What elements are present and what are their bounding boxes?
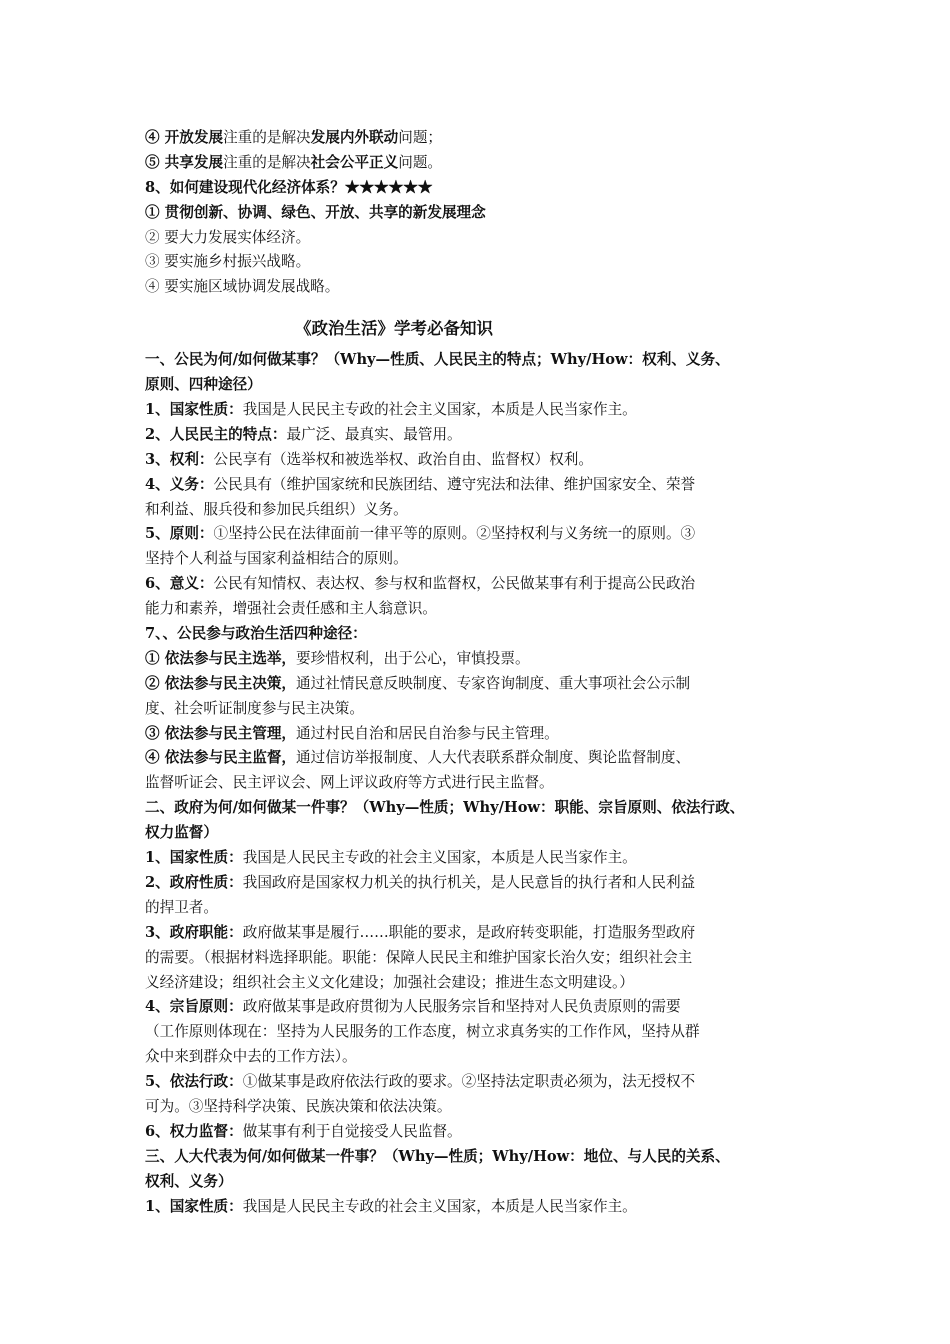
text-line xyxy=(145,1120,810,1145)
list-item: ③ 要实施乡村振兴战略。 xyxy=(145,253,311,271)
body-text: 注重的是解决 xyxy=(223,129,311,146)
key-term: 6、意义： xyxy=(145,575,214,593)
text-line xyxy=(145,448,810,473)
key-term: ④ 依法参与民主监督， xyxy=(145,749,297,767)
body-text: 最广泛、最真实、最管用。 xyxy=(286,425,462,443)
text-line xyxy=(145,473,810,498)
body-text: 我国是人民民主专政的社会主义国家，本质是人民当家作主。 xyxy=(242,849,637,867)
body-text: 注重的是解决 xyxy=(223,153,311,171)
body-text: ①做某事是政府依法行政的要求。②坚持法定职责必须为，法无授权不 xyxy=(242,1073,696,1091)
document-page xyxy=(145,126,810,1219)
key-term: 3、权利： xyxy=(145,450,214,468)
section-heading: 权力监督） xyxy=(145,824,218,842)
body-text: 通过社情民意反映制度、专家咨询制度、重大事项社会公示制 xyxy=(296,674,691,692)
key-term: 2、人民民主的特点： xyxy=(145,425,287,443)
list-item: ② 要大力发展实体经济。 xyxy=(145,228,311,246)
section-heading: 二、政府为何/如何做某一件事？（Why—性质；Why/How：职能、宗旨原则、依法行政、 xyxy=(145,799,745,817)
body-text: 政府做某事是政府贯彻为人民服务宗旨和坚持对人民负责原则的需要 xyxy=(242,998,681,1016)
body-text: 政府做某事是履行……职能的要求，是政府转变职能，打造服务型政府 xyxy=(242,923,696,941)
text-line xyxy=(145,572,810,597)
key-term: 4、义务： xyxy=(145,475,214,493)
key-term: 1、国家性质： xyxy=(145,849,243,867)
key-term: 6、权力监督： xyxy=(145,1122,243,1140)
text-line: 可为。③坚持科学决策、民族决策和依法决策。 xyxy=(145,1097,452,1115)
key-term: 1、国家性质： xyxy=(145,401,243,419)
body-text: 做某事有利于自觉接受人民监督。 xyxy=(242,1122,462,1140)
section-heading: 三、人大代表为何/如何做某一件事？（Why—性质；Why/How：地位、与人民的关系、 xyxy=(145,1147,730,1165)
key-term: 1、国家性质： xyxy=(145,1197,243,1215)
text-line: 度、社会听证制度参与民主决策。 xyxy=(145,699,364,717)
key-term: 5、原则： xyxy=(145,525,214,543)
body-text: 我国是人民民主专政的社会主义国家，本质是人民当家作主。 xyxy=(242,1197,637,1215)
text-line xyxy=(145,746,810,771)
list-item: ④ 要实施区域协调发展战略。 xyxy=(145,278,340,296)
text-line xyxy=(145,1195,810,1220)
key-term: 发展内外联动 xyxy=(310,129,399,146)
text-line: 和利益、服兵役和参加民兵组织）义务。 xyxy=(145,500,408,518)
key-term: ④ 开放发展 xyxy=(145,129,224,146)
text-line xyxy=(145,522,810,547)
body-text: 要珍惜权利，出于公心，审慎投票。 xyxy=(296,649,530,667)
text-line xyxy=(145,398,810,423)
key-term: 4、宗旨原则： xyxy=(145,998,243,1016)
text-line: 坚持个人利益与国家利益相结合的原则。 xyxy=(145,550,408,568)
text-line xyxy=(145,722,810,747)
body-text: 公民有知情权、表达权、参与权和监督权，公民做某事有利于提高公民政治 xyxy=(213,575,696,593)
text-line xyxy=(145,921,810,946)
body-text: 我国是人民民主专政的社会主义国家，本质是人民当家作主。 xyxy=(242,401,637,419)
text-line: 众中来到群众中去的工作方法）。 xyxy=(145,1048,357,1066)
key-term: ③ 依法参与民主管理， xyxy=(145,724,297,742)
text-line xyxy=(145,1070,810,1095)
key-term: ② 依法参与民主决策， xyxy=(145,674,297,692)
text-line xyxy=(145,647,810,672)
body-text: 通过村民自治和居民自治参与民主管理。 xyxy=(296,724,559,742)
section-heading: 一、公民为何/如何做某事？（Why—性质、人民民主的特点；Why/How：权利、义务、 xyxy=(145,351,730,369)
key-term: 5、依法行政： xyxy=(145,1073,243,1091)
text-line xyxy=(145,995,810,1020)
text-line: 的捍卫者。 xyxy=(145,898,218,916)
key-term: 3、政府职能： xyxy=(145,923,243,941)
key-term: ⑤ 共享发展 xyxy=(145,153,224,171)
text-line: 能力和素养，增强社会责任感和主人翁意识。 xyxy=(145,600,437,618)
text-line: 监督听证会、民主评议会、网上评议政府等方式进行民主监督。 xyxy=(145,774,554,792)
text-line: 义经济建设；组织社会主义文化建设；加强社会建设；推进生态文明建设。） xyxy=(145,973,634,991)
key-term: 2、政府性质： xyxy=(145,873,243,891)
body-text: 公民具有（维护国家统和民族团结、遵守宪法和法律、维护国家安全、荣誉 xyxy=(213,475,696,493)
section-heading: 权利、义务） xyxy=(145,1172,233,1190)
text-line xyxy=(145,672,810,697)
text-line xyxy=(145,151,810,176)
text-line xyxy=(145,126,810,151)
text-line xyxy=(145,871,810,896)
key-term: ① 依法参与民主选举， xyxy=(145,649,297,667)
section-heading: 原则、四种途径） xyxy=(145,376,262,394)
question-heading: 8、如何建设现代化经济体系？★★★★★★ xyxy=(145,178,433,196)
body-text: 问题； xyxy=(398,129,443,146)
text-line: （工作原则体现在：坚持为人民服务的工作态度，树立求真务实的工作作风，坚持从群 xyxy=(145,1023,700,1041)
text-line xyxy=(145,423,810,448)
section-title: 《政治生活》学考必备知识 xyxy=(295,319,493,339)
body-text: 公民享有（选举权和被选举权、政治自由、监督权）权利。 xyxy=(213,450,593,468)
body-text: 我国政府是国家权力机关的执行机关，是人民意旨的执行者和人民利益 xyxy=(242,873,696,891)
body-text: ①坚持公民在法律面前一律平等的原则。②坚持权利与义务统一的原则。③ xyxy=(213,525,696,543)
text-line: 的需要。（根据材料选择职能。职能：保障人民民主和维护国家长治久安；组织社会主 xyxy=(145,948,693,966)
body-text: 问题。 xyxy=(398,153,443,171)
body-text: 通过信访举报制度、人大代表联系群众制度、舆论监督制度、 xyxy=(296,749,691,767)
sub-heading: 7、、公民参与政治生活四种途径： xyxy=(145,625,367,643)
list-item: ① 贯彻创新、协调、绿色、开放、共享的新发展理念 xyxy=(145,203,486,221)
key-term: 社会公平正义 xyxy=(310,153,399,171)
text-line xyxy=(145,846,810,871)
